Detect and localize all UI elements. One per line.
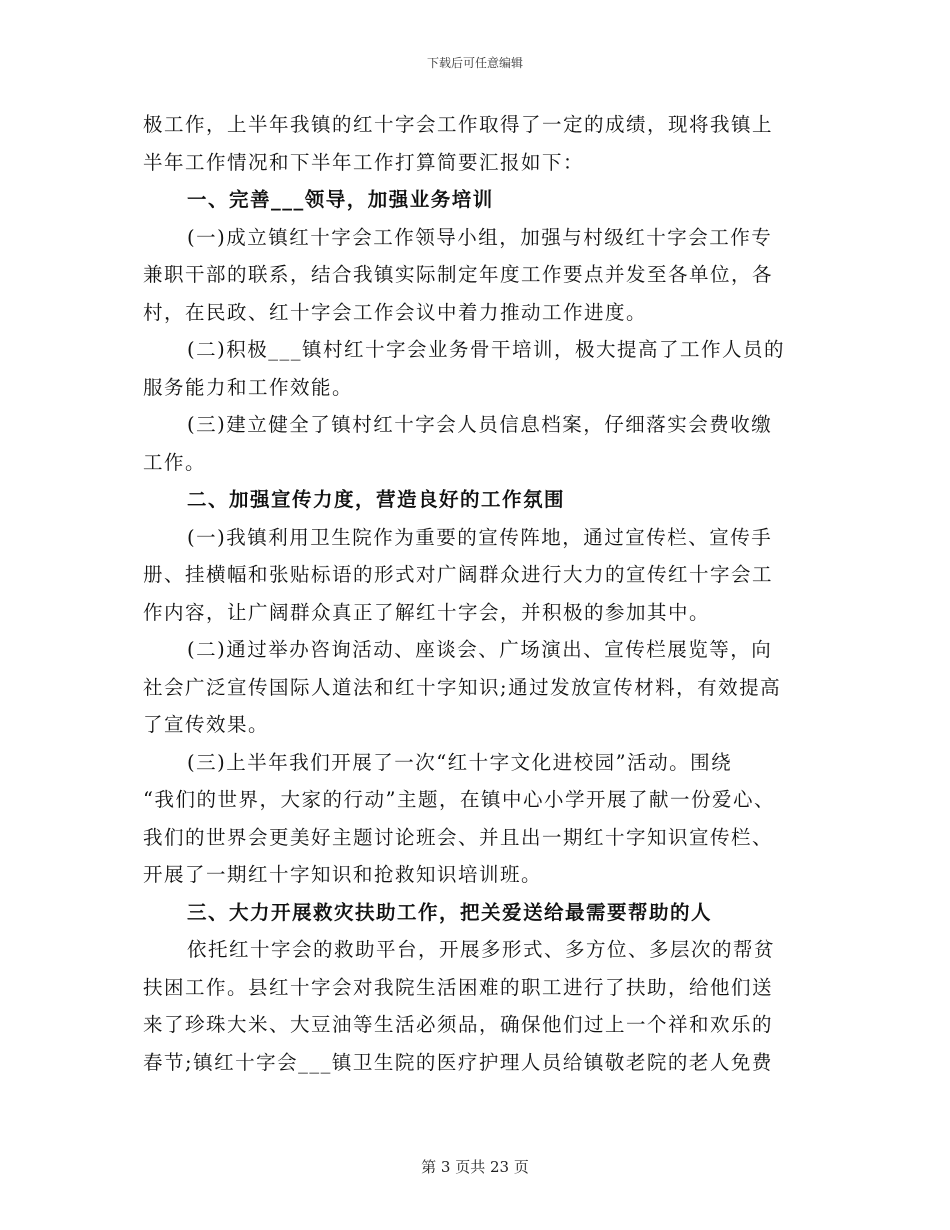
body-line: 我们的世界会更美好主题讨论班会、并且出一期红十字知识宣传栏、 bbox=[143, 825, 774, 849]
body-line: (一)成立镇红十字会工作领导小组，加强与村级红十字会工作专 bbox=[187, 225, 773, 249]
body-line: (三)上半年我们开展了一次“红十字文化进校园”活动。围绕 bbox=[187, 750, 733, 774]
body-line: 半年工作情况和下半年工作打算简要汇报如下： bbox=[143, 150, 585, 174]
body-line: (三)建立健全了镇村红十字会人员信息档案，仔细落实会费收缴 bbox=[187, 413, 773, 436]
page-header-note: 下载后可任意编辑 bbox=[426, 56, 523, 70]
body-line: (二)积极___镇村红十字会业务骨干培训，极大提高了工作人员的 bbox=[187, 338, 785, 361]
body-line: (二)通过举办咨询活动、座谈会、广场演出、宣传栏展览等，向 bbox=[187, 638, 773, 661]
body-line: 工作。 bbox=[143, 450, 207, 474]
body-line: 册、挂横幅和张贴标语的形式对广阔群众进行大力的宣传红十字会工 bbox=[143, 563, 774, 586]
section-heading-3: 三、大力开展救灾扶助工作，把关爱送给最需要帮助的人 bbox=[187, 900, 713, 924]
body-line: 开展了一期红十字知识和抢救知识培训班。 bbox=[143, 863, 543, 886]
page-number-footer: 第 3 页共 23 页 bbox=[421, 1158, 529, 1176]
section-heading-1: 一、完善___领导，加强业务培训 bbox=[187, 188, 494, 211]
document-body bbox=[143, 106, 813, 1081]
body-line: (一)我镇利用卫生院作为重要的宣传阵地，通过宣传栏、宣传手 bbox=[187, 525, 773, 549]
body-line: 了宣传效果。 bbox=[143, 713, 270, 736]
body-line: 来了珍珠大米、大豆油等生活必须品，确保他们过上一个祥和欢乐的 bbox=[143, 1013, 774, 1036]
body-line: 极工作，上半年我镇的红十字会工作取得了一定的成绩，现将我镇上 bbox=[143, 113, 774, 136]
body-line: 服务能力和工作效能。 bbox=[143, 375, 354, 399]
body-line: 村，在民政、红十字会工作会议中着力推动工作进度。 bbox=[143, 300, 648, 324]
body-line: 社会广泛宣传国际人道法和红十字知识;通过发放宣传材料，有效提高 bbox=[143, 675, 782, 699]
body-line: 作内容，让广阔群众真正了解红十字会，并积极的参加其中。 bbox=[143, 600, 711, 624]
body-line: “我们的世界，大家的行动”主题，在镇中心小学开展了献一份爱心、 bbox=[143, 788, 775, 811]
body-line: 扶困工作。县红十字会对我院生活困难的职工进行了扶助，给他们送 bbox=[143, 975, 774, 999]
section-heading-2: 二、加强宣传力度，营造良好的工作氛围 bbox=[187, 488, 566, 511]
body-line: 春节;镇红十字会___镇卫生院的医疗护理人员给镇敬老院的老人免费 bbox=[143, 1050, 773, 1074]
body-line: 兼职干部的联系，结合我镇实际制定年度工作要点并发至各单位，各 bbox=[143, 263, 774, 286]
body-line: 依托红十字会的救助平台，开展多形式、多方位、多层次的帮贫 bbox=[187, 938, 776, 961]
